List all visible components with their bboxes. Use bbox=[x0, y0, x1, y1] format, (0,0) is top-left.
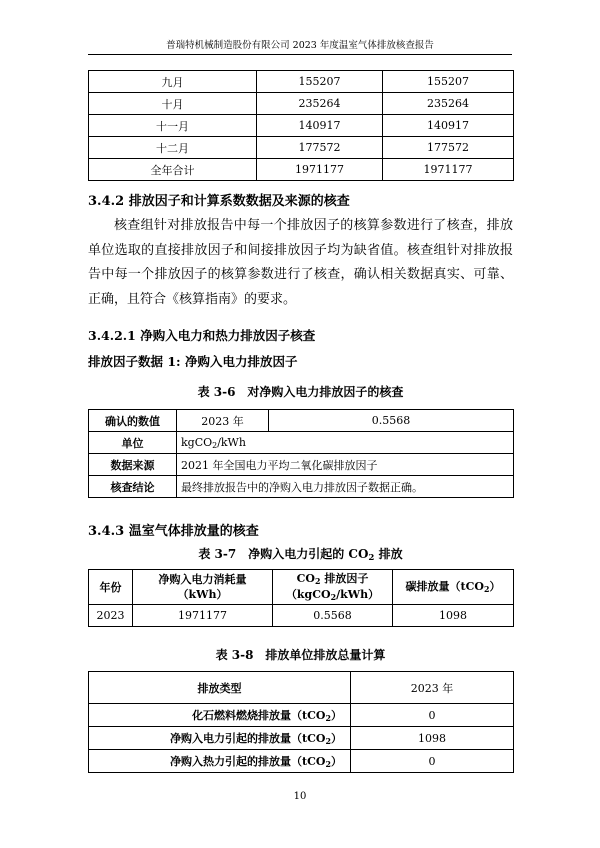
electricity-emission-table bbox=[88, 569, 514, 627]
table-row bbox=[89, 605, 514, 627]
monthly-electricity-table bbox=[88, 70, 514, 181]
emission-type-cell bbox=[89, 750, 351, 773]
year-cell: 2023 bbox=[89, 605, 133, 627]
table-row bbox=[89, 71, 514, 93]
type-label: 净购入热力引起的排放量（tCO bbox=[170, 755, 326, 768]
table-row bbox=[89, 750, 514, 773]
unit-label: 单位 bbox=[89, 432, 177, 454]
col-header-emission bbox=[393, 570, 514, 605]
header-line: 净购入电力消耗量 bbox=[158, 573, 247, 586]
emission-type-cell bbox=[89, 727, 351, 750]
col-header-consumption bbox=[133, 570, 273, 605]
conclusion-cell: 最终排放报告中的净购入电力排放因子数据正确。 bbox=[177, 476, 514, 498]
type-label-suffix: ） bbox=[331, 755, 342, 768]
confirmed-value-label: 确认的数值 bbox=[89, 410, 177, 432]
emission-value-cell: 0 bbox=[351, 704, 514, 727]
header-subscript: 2 bbox=[314, 576, 321, 586]
factor-data-title: 排放因子数据 1: 净购入电力排放因子 bbox=[88, 354, 298, 369]
table-row bbox=[89, 137, 514, 159]
caption-text-suffix: 排放 bbox=[374, 547, 403, 561]
month-cell: 九月 bbox=[89, 71, 257, 93]
value-cell: 235264 bbox=[257, 93, 383, 115]
table-caption: 表 3-8 排放单位排放总量计算 bbox=[215, 648, 386, 662]
table-header-row bbox=[89, 570, 514, 605]
col-header-type: 排放类型 bbox=[89, 672, 351, 704]
page-header: 普瑞特机械制造股份有限公司 2023 年度温室气体排放核查报告 bbox=[166, 40, 434, 51]
table-row bbox=[89, 410, 514, 432]
unit-text: kgCO bbox=[181, 436, 213, 449]
emission-value-cell: 1098 bbox=[351, 727, 514, 750]
table-row bbox=[89, 159, 514, 181]
conclusion-label: 核查结论 bbox=[89, 476, 177, 498]
header-subscript: 2 bbox=[330, 592, 337, 602]
emission-type-cell bbox=[89, 704, 351, 727]
table-caption bbox=[88, 545, 513, 562]
factor-cell: 0.5568 bbox=[273, 605, 393, 627]
value-cell: 177572 bbox=[383, 137, 514, 159]
emission-cell: 1098 bbox=[393, 605, 514, 627]
table-row bbox=[89, 115, 514, 137]
table-row bbox=[89, 476, 514, 498]
value-cell: 140917 bbox=[383, 115, 514, 137]
col-header-year: 年份 bbox=[89, 570, 133, 605]
table-header-row bbox=[89, 672, 514, 704]
total-emission-table bbox=[88, 671, 514, 773]
year-cell: 2023 年 bbox=[177, 410, 269, 432]
unit-subscript: 2 bbox=[212, 440, 218, 450]
type-subscript: 2 bbox=[325, 736, 331, 746]
value-cell: 177572 bbox=[257, 137, 383, 159]
table-caption: 表 3-6 对净购入电力排放因子的核查 bbox=[197, 385, 404, 399]
type-subscript: 2 bbox=[325, 713, 331, 723]
header-line: CO bbox=[296, 572, 315, 585]
source-label: 数据来源 bbox=[89, 454, 177, 476]
type-label: 净购入电力引起的排放量（tCO bbox=[170, 732, 326, 745]
type-subscript: 2 bbox=[325, 759, 331, 769]
header-line: （kWh） bbox=[177, 588, 228, 601]
month-cell: 十一月 bbox=[89, 115, 257, 137]
header-subscript: 2 bbox=[483, 584, 490, 594]
table-row bbox=[89, 432, 514, 454]
subsection-heading: 3.4.2.1 净购入电力和热力排放因子核查 bbox=[88, 328, 316, 343]
header-line: 碳排放量（tCO bbox=[405, 580, 484, 593]
electricity-factor-table bbox=[88, 409, 514, 498]
source-cell: 2021 年全国电力平均二氧化碳排放因子 bbox=[177, 454, 514, 476]
table-row bbox=[89, 93, 514, 115]
page-number: 10 bbox=[293, 791, 307, 802]
type-label: 化石燃料燃烧排放量（tCO bbox=[192, 709, 326, 722]
header-line: 排放因子 bbox=[320, 572, 369, 585]
col-header-year: 2023 年 bbox=[351, 672, 514, 704]
value-cell: 235264 bbox=[383, 93, 514, 115]
header-line: ） bbox=[489, 580, 501, 593]
col-header-factor bbox=[273, 570, 393, 605]
month-cell: 十二月 bbox=[89, 137, 257, 159]
section-heading: 3.4.2 排放因子和计算系数数据及来源的核查 bbox=[88, 194, 350, 209]
type-label-suffix: ） bbox=[331, 732, 342, 745]
body-paragraph: 核查组针对排放报告中每一个排放因子的核算参数进行了核查，排放单位选取的直接排放因子和间接排放因子均为缺省值。核查组针对排放报告中每一个排放因子的核算参数进行了核查，确认相关数据真实、可靠、正确，且符合《核算指南》的要求。 bbox=[88, 218, 513, 307]
factor-value-cell: 0.5568 bbox=[269, 410, 514, 432]
table-row bbox=[89, 454, 514, 476]
emission-value-cell: 0 bbox=[351, 750, 514, 773]
header-line: /kWh） bbox=[336, 588, 380, 601]
month-cell: 全年合计 bbox=[89, 159, 257, 181]
consumption-cell: 1971177 bbox=[133, 605, 273, 627]
unit-cell bbox=[177, 432, 514, 454]
table-row bbox=[89, 727, 514, 750]
value-cell: 1971177 bbox=[383, 159, 514, 181]
table-row bbox=[89, 704, 514, 727]
caption-text: 表 3-7 净购入电力引起的 CO bbox=[198, 547, 369, 561]
type-label-suffix: ） bbox=[331, 709, 342, 722]
value-cell: 155207 bbox=[257, 71, 383, 93]
value-cell: 1971177 bbox=[257, 159, 383, 181]
unit-text-suffix: /kWh bbox=[217, 436, 246, 449]
caption-subscript: 2 bbox=[368, 553, 375, 564]
header-line: （kgCO bbox=[285, 588, 331, 601]
header-divider bbox=[88, 54, 512, 55]
value-cell: 140917 bbox=[257, 115, 383, 137]
month-cell: 十月 bbox=[89, 93, 257, 115]
section-heading: 3.4.3 温室气体排放量的核查 bbox=[88, 524, 259, 539]
value-cell: 155207 bbox=[383, 71, 514, 93]
